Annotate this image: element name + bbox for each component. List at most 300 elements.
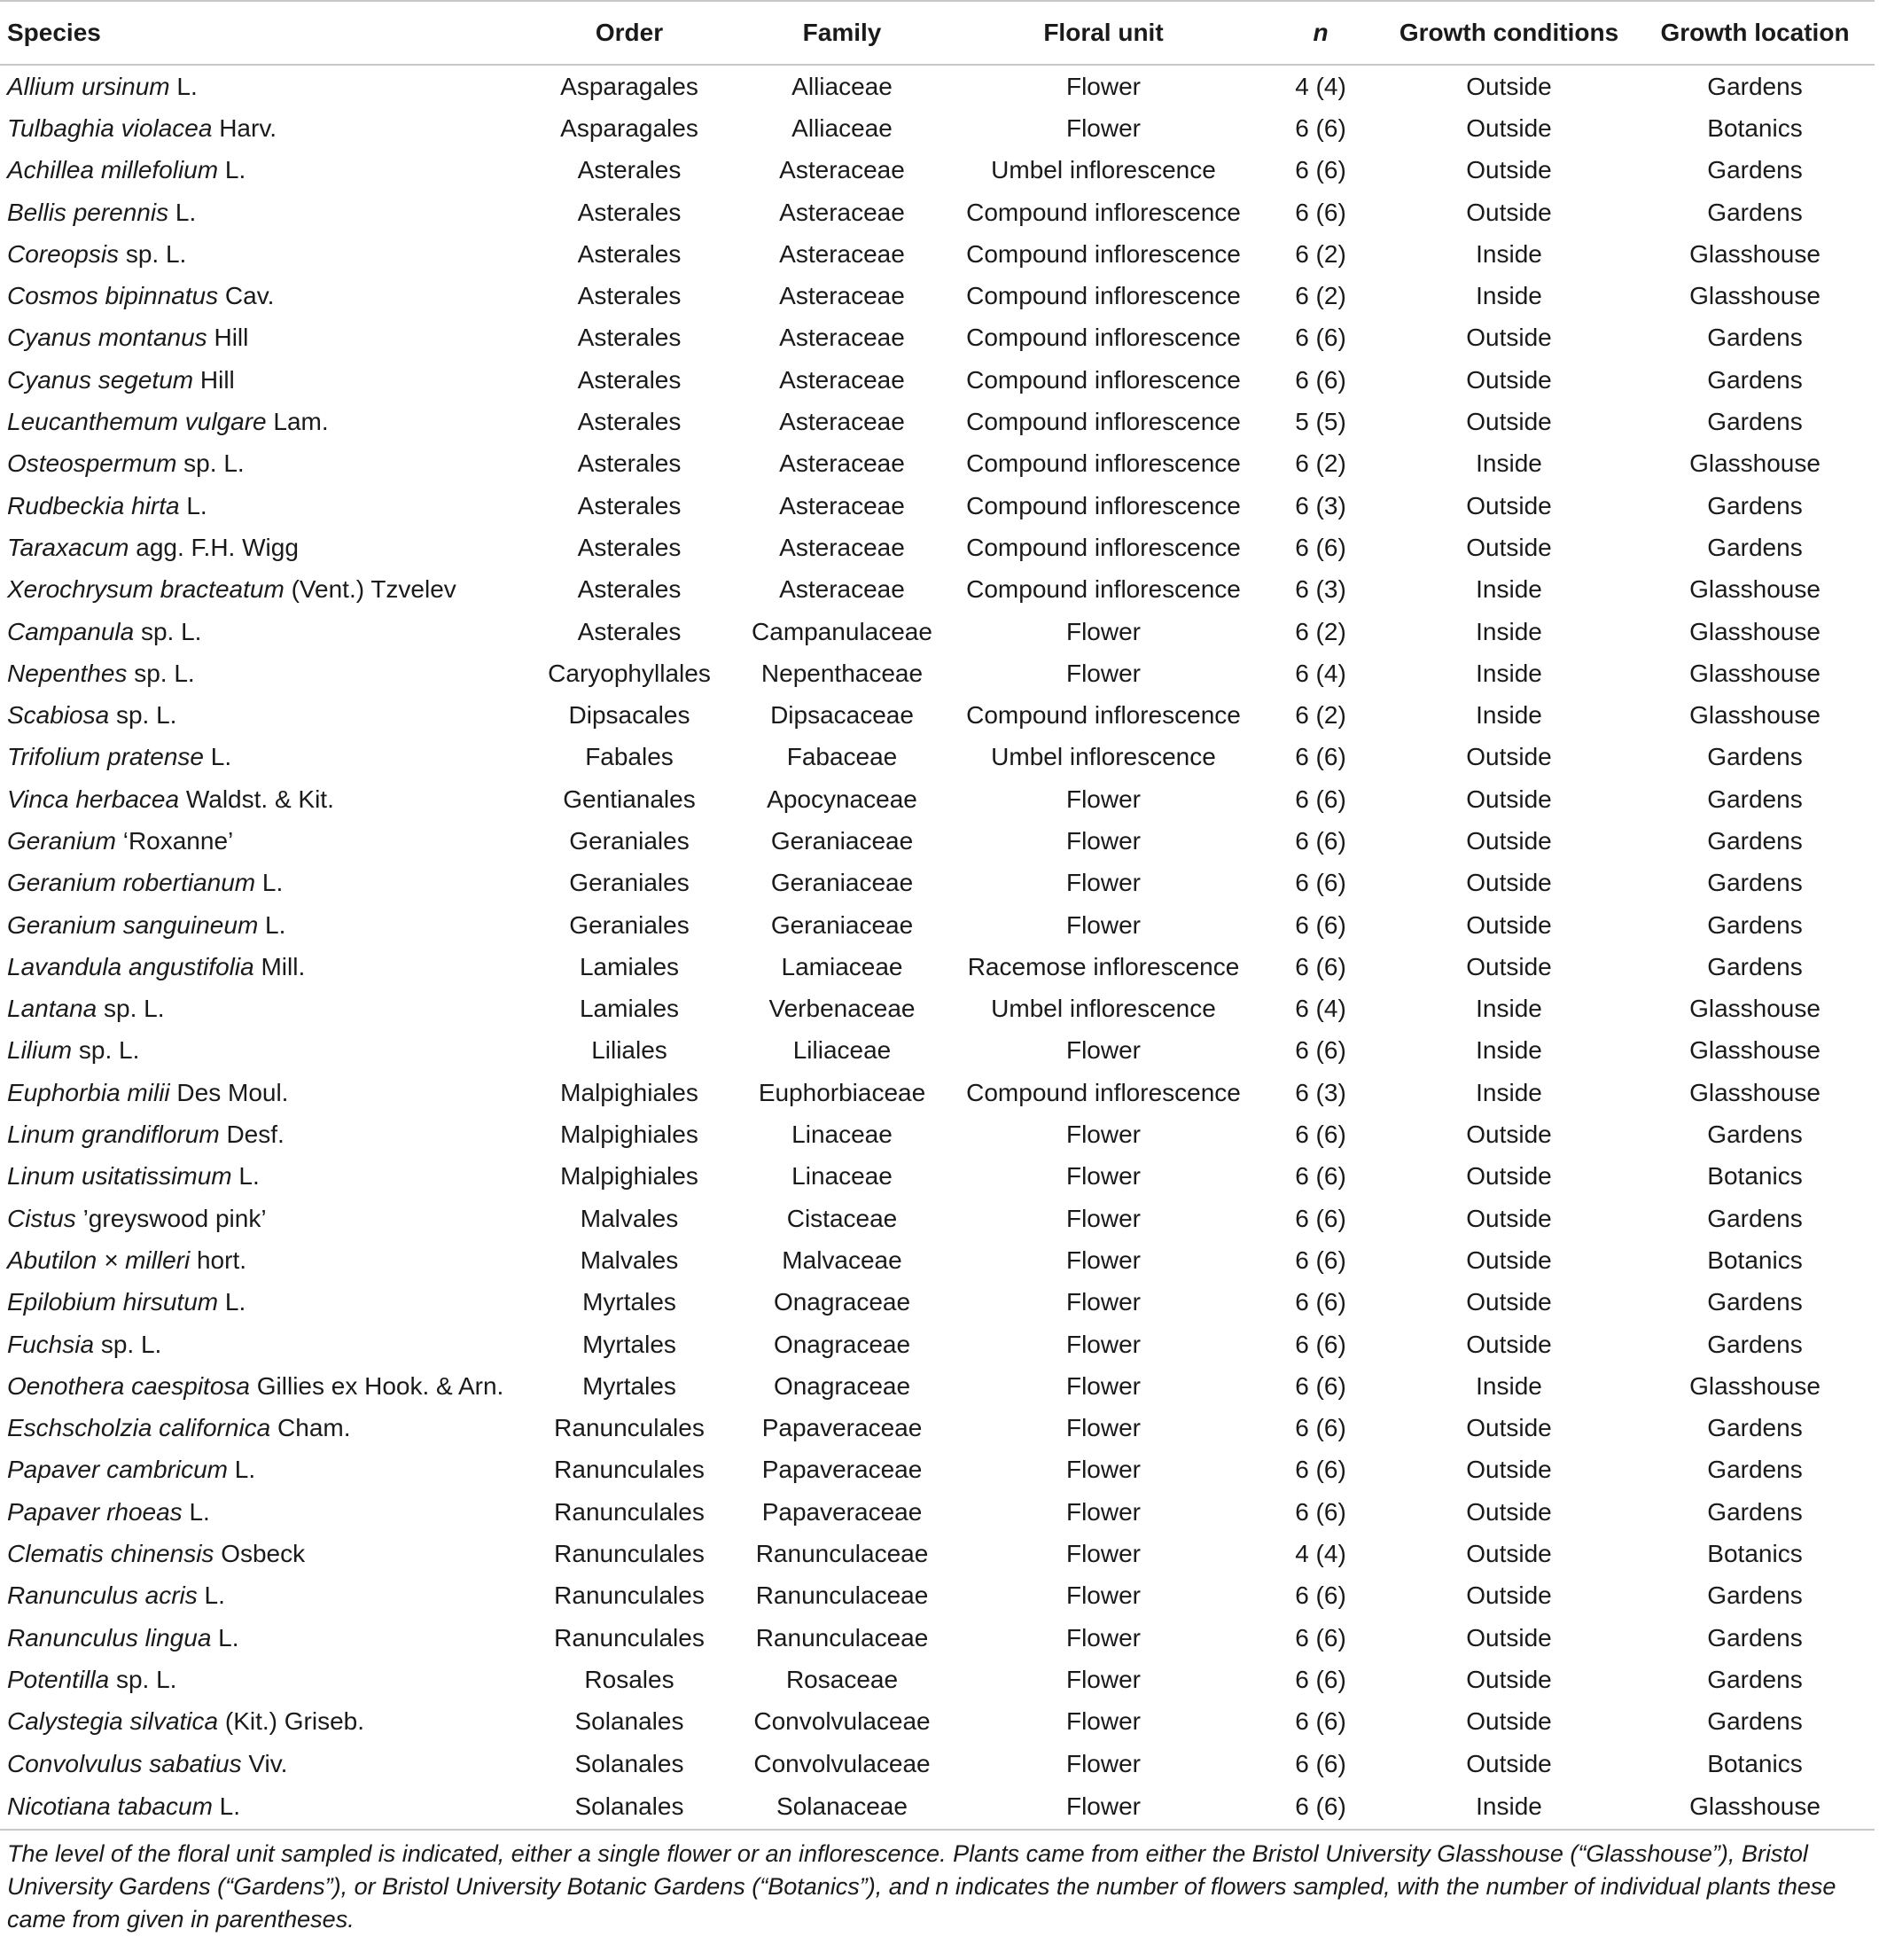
n-cell: 5 (5) <box>1295 408 1346 436</box>
growth-conditions-cell: Outside <box>1466 1330 1552 1358</box>
species-cell <box>0 1575 523 1617</box>
species-name: Cyanus montanus <box>7 324 207 352</box>
species-authority: Hill <box>207 324 249 352</box>
species-cell <box>0 904 523 946</box>
growth-location-cell: Gardens <box>1707 952 1803 980</box>
floral-unit-cell: Compound inflorescence <box>966 491 1241 519</box>
family-cell: Asteraceae <box>779 282 905 310</box>
growth-conditions-cell: Outside <box>1466 1456 1552 1484</box>
order-cell: Malpighiales <box>560 1162 698 1191</box>
species-name: Ranunculus acris <box>7 1581 198 1610</box>
n-cell: 6 (6) <box>1295 1707 1346 1736</box>
species-authority: Viv. <box>241 1749 288 1777</box>
n-cell: 6 (6) <box>1295 1162 1346 1191</box>
floral-unit-cell: Compound inflorescence <box>966 575 1241 604</box>
floral-unit-cell: Compound inflorescence <box>966 449 1241 478</box>
species-cell <box>0 652 523 694</box>
growth-location-cell: Glasshouse <box>1689 1036 1821 1065</box>
species-name: Linum grandiflorum <box>7 1121 220 1149</box>
n-cell: 6 (2) <box>1295 282 1346 310</box>
growth-location-cell: Gardens <box>1707 1581 1803 1610</box>
species-authority: sp. L. <box>109 701 177 730</box>
n-cell: 6 (6) <box>1259 1784 1383 1830</box>
species-authority: agg. F.H. Wigg <box>129 533 299 561</box>
table-row <box>0 1030 1875 1072</box>
species-cell <box>0 1282 523 1324</box>
family-cell: Verbenaceae <box>768 995 916 1023</box>
growth-conditions-cell: Outside <box>1466 1497 1552 1526</box>
n-cell: 6 (6) <box>1295 785 1346 813</box>
species-authority: sp. L. <box>97 995 165 1023</box>
family-cell: Asteraceae <box>779 491 905 519</box>
growth-conditions-cell: Outside <box>1466 1707 1552 1736</box>
order-cell: Solanales <box>574 1707 684 1736</box>
n-cell: 6 (6) <box>1295 533 1346 561</box>
species-authority: Cav. <box>218 282 275 310</box>
n-cell: 6 (6) <box>1295 952 1346 980</box>
species-authority: sp. L. <box>94 1330 162 1358</box>
n-cell: 6 (4) <box>1295 995 1346 1023</box>
growth-conditions-cell: Outside <box>1466 113 1552 142</box>
n-cell: 4 (4) <box>1295 1540 1346 1568</box>
growth-location-cell: Gardens <box>1707 408 1803 436</box>
table-row <box>0 1743 1875 1784</box>
table-row <box>0 401 1875 442</box>
species-name: Allium ursinum <box>7 72 170 100</box>
species-cell <box>0 150 523 191</box>
growth-location-cell: Botanics <box>1707 113 1803 142</box>
growth-conditions-cell: Outside <box>1466 1749 1552 1777</box>
table-row <box>0 904 1875 946</box>
species-cell <box>0 988 523 1030</box>
family-cell: Rosaceae <box>785 1665 899 1693</box>
order-cell: Malpighiales <box>560 1121 698 1149</box>
species-authority: sp. L. <box>127 659 195 687</box>
n-cell: 6 (6) <box>1295 1665 1346 1693</box>
growth-location-cell: Gardens <box>1707 1204 1803 1232</box>
table-row <box>0 443 1875 485</box>
n-cell: 6 (6) <box>1295 1497 1346 1526</box>
family-cell: Cistaceae <box>786 1204 898 1232</box>
order-cell: Caryophyllales <box>548 659 711 687</box>
growth-conditions-cell: Inside <box>1476 282 1542 310</box>
growth-conditions-cell: Outside <box>1466 1540 1552 1568</box>
species-authority: L. <box>169 72 198 100</box>
n-cell: 6 (6) <box>1295 1456 1346 1484</box>
species-authority: L. <box>211 1623 239 1652</box>
table-row <box>0 317 1875 359</box>
floral-unit-cell: Flower <box>1065 113 1141 142</box>
species-authority: L. <box>258 910 286 939</box>
species-name: Oenothera caespitosa <box>7 1371 250 1400</box>
family-cell: Onagraceae <box>773 1371 911 1400</box>
order-cell: Geraniales <box>569 910 690 939</box>
growth-location-cell: Gardens <box>1707 491 1803 519</box>
floral-unit-cell: Flower <box>1065 869 1141 897</box>
family-cell: Apocynaceae <box>767 785 917 813</box>
family-cell: Euphorbiaceae <box>758 1078 926 1106</box>
table-row <box>0 527 1875 568</box>
species-authority: Desf. <box>219 1121 285 1149</box>
growth-conditions-cell: Inside <box>1476 449 1542 478</box>
species-name: Nicotiana tabacum <box>7 1792 213 1821</box>
order-cell: Solanales <box>574 1749 684 1777</box>
table-row <box>0 275 1875 316</box>
growth-conditions-cell: Outside <box>1466 1121 1552 1149</box>
species-cell <box>0 1408 523 1449</box>
floral-unit-cell: Flower <box>1065 1330 1141 1358</box>
species-name: Taraxacum <box>7 533 129 561</box>
growth-conditions-cell: Outside <box>1466 533 1552 561</box>
species-name: Calystegia silvatica <box>7 1707 219 1736</box>
species-name: Coreopsis <box>7 239 120 268</box>
n-cell: 6 (6) <box>1295 1204 1346 1232</box>
family-cell: Asteraceae <box>779 575 905 604</box>
floral-unit-cell: Flower <box>1065 826 1141 855</box>
floral-unit-cell: Flower <box>1065 1707 1141 1736</box>
species-cell <box>0 569 523 611</box>
growth-conditions-cell: Outside <box>1466 785 1552 813</box>
species-cell <box>0 233 523 275</box>
growth-conditions-cell: Inside <box>1476 617 1542 645</box>
growth-location-cell: Gardens <box>1707 1456 1803 1484</box>
family-cell: Convolvulaceae <box>753 1749 931 1777</box>
growth-conditions-cell: Inside <box>1383 1784 1635 1830</box>
growth-location-cell: Gardens <box>1707 1330 1803 1358</box>
species-cell <box>0 1365 523 1407</box>
table-row <box>0 778 1875 820</box>
table-row <box>0 359 1875 401</box>
species-authority: L. <box>231 1162 260 1191</box>
growth-conditions-cell: Outside <box>1466 408 1552 436</box>
family-cell: Ranunculaceae <box>755 1623 929 1652</box>
family-cell: Asteraceae <box>779 198 905 226</box>
family-cell: Fabaceae <box>786 743 898 771</box>
growth-location-cell: Glasshouse <box>1689 659 1821 687</box>
species-cell <box>0 1198 523 1239</box>
table-row <box>0 988 1875 1030</box>
species-authority: Waldst. & Kit. <box>179 785 334 813</box>
species-authority: Mill. <box>253 952 306 980</box>
table-row <box>0 150 1875 191</box>
growth-conditions-cell: Outside <box>1466 1623 1552 1652</box>
family-cell: Asteraceae <box>779 533 905 561</box>
species-authority: sp. L. <box>176 449 245 478</box>
order-cell: Asterales <box>577 449 682 478</box>
growth-location-cell: Gardens <box>1707 785 1803 813</box>
growth-conditions-cell: Inside <box>1476 575 1542 604</box>
species-name: Eschscholzia californica <box>7 1414 271 1442</box>
order-cell: Malvales <box>580 1204 679 1232</box>
species-authority: L. <box>179 491 207 519</box>
family-cell: Onagraceae <box>773 1288 911 1316</box>
species-cell <box>0 1239 523 1281</box>
growth-location-cell: Glasshouse <box>1689 239 1821 268</box>
growth-location-cell: Gardens <box>1707 1121 1803 1149</box>
order-cell: Myrtales <box>582 1288 676 1316</box>
species-cell <box>0 191 523 233</box>
species-name: Osteospermum <box>7 449 177 478</box>
species-cell <box>0 65 523 107</box>
floral-unit-cell: Flower <box>948 1784 1259 1830</box>
species-cell <box>0 401 523 442</box>
growth-location-cell: Glasshouse <box>1689 995 1821 1023</box>
growth-conditions-cell: Inside <box>1476 1078 1542 1106</box>
growth-conditions-cell: Outside <box>1466 1414 1552 1442</box>
header-order: Order <box>523 1 736 65</box>
family-cell: Convolvulaceae <box>753 1707 931 1736</box>
header-n: n <box>1259 1 1383 65</box>
family-cell: Papaveraceae <box>761 1497 923 1526</box>
order-cell: Fabales <box>585 743 674 771</box>
family-cell: Nepenthaceae <box>760 659 924 687</box>
species-authority: Lam. <box>266 408 329 436</box>
table-row <box>0 1072 1875 1113</box>
floral-unit-cell: Flower <box>1065 1414 1141 1442</box>
species-authority: L. <box>227 1456 256 1484</box>
order-cell: Ranunculales <box>554 1414 705 1442</box>
species-cell <box>0 1072 523 1113</box>
species-authority: L. <box>197 1581 225 1610</box>
header-family: Family <box>736 1 948 65</box>
floral-unit-cell: Compound inflorescence <box>966 198 1241 226</box>
floral-unit-cell: Compound inflorescence <box>966 701 1241 730</box>
order-cell: Ranunculales <box>554 1623 705 1652</box>
species-authority: Hill <box>193 365 235 394</box>
order-cell: Geraniales <box>569 826 690 855</box>
growth-location-cell: Gardens <box>1707 1665 1803 1693</box>
growth-location-cell: Gardens <box>1707 533 1803 561</box>
table-row <box>0 1617 1875 1659</box>
species-authority: hort. <box>190 1245 247 1274</box>
table-row <box>0 1365 1875 1407</box>
species-cell <box>0 1659 523 1700</box>
family-cell: Campanulaceae <box>752 617 932 645</box>
growth-conditions-cell: Outside <box>1466 910 1552 939</box>
species-cell <box>0 1113 523 1155</box>
order-cell: Asterales <box>577 365 682 394</box>
growth-location-cell: Botanics <box>1707 1162 1803 1191</box>
species-name: Trifolium pratense <box>7 743 205 771</box>
species-authority: Cham. <box>270 1414 351 1442</box>
growth-conditions-cell: Outside <box>1466 365 1552 394</box>
table-row <box>0 1198 1875 1239</box>
growth-conditions-cell: Outside <box>1466 743 1552 771</box>
n-cell: 6 (2) <box>1295 617 1346 645</box>
order-cell: Lamiales <box>579 995 680 1023</box>
floral-unit-cell: Flower <box>1065 910 1141 939</box>
n-cell: 6 (2) <box>1295 701 1346 730</box>
n-cell: 6 (6) <box>1295 910 1346 939</box>
species-name: Geranium robertianum <box>7 869 256 897</box>
order-cell: Myrtales <box>582 1330 676 1358</box>
species-cell <box>0 485 523 527</box>
species-name: Cosmos bipinnatus <box>7 282 219 310</box>
table-row <box>0 611 1875 652</box>
species-cell <box>0 946 523 988</box>
table-caption: The level of the floral unit sampled is indicated, either a single flower or an inflorescence. Plants came from either the Bristol University Glasshouse (“Glasshouse”), Bristol University Gardens (“Gardens”), or Bristol University Botanic Gardens (“Botanics”), and n indicates the number of flowers sampled, with the number of individual plants these came from given in parentheses. <box>7 1840 1836 1933</box>
growth-location-cell: Glasshouse <box>1689 617 1821 645</box>
species-name: Lavandula angustifolia <box>7 952 254 980</box>
table-row <box>0 107 1875 149</box>
family-cell: Malvaceae <box>782 1245 902 1274</box>
growth-conditions-cell: Inside <box>1476 995 1542 1023</box>
order-cell: Asterales <box>577 324 682 352</box>
species-authority: ‘Roxanne’ <box>115 826 234 855</box>
floral-unit-cell: Flower <box>1065 1497 1141 1526</box>
family-cell: Geraniaceae <box>770 910 914 939</box>
growth-location-cell: Gardens <box>1707 743 1803 771</box>
floral-unit-cell: Flower <box>1065 1121 1141 1149</box>
species-authority: Gillies ex Hook. & Arn. <box>249 1371 504 1400</box>
growth-conditions-cell: Inside <box>1476 1371 1542 1400</box>
order-cell: Asterales <box>577 408 682 436</box>
species-name: Nepenthes <box>7 659 128 687</box>
growth-location-cell: Gardens <box>1707 1707 1803 1736</box>
species-name: Rudbeckia hirta <box>7 491 180 519</box>
order-cell: Ranunculales <box>554 1581 705 1610</box>
growth-location-cell: Gardens <box>1707 324 1803 352</box>
table-row <box>0 65 1875 107</box>
floral-unit-cell: Flower <box>1065 1162 1141 1191</box>
species-name: Bellis perennis <box>7 198 169 226</box>
species-cell <box>0 1701 523 1743</box>
order-cell: Asterales <box>577 575 682 604</box>
floral-unit-cell: Compound inflorescence <box>966 239 1241 268</box>
species-cell <box>0 107 523 149</box>
order-cell: Myrtales <box>582 1371 676 1400</box>
floral-unit-cell: Flower <box>1065 1288 1141 1316</box>
growth-conditions-cell: Outside <box>1466 156 1552 184</box>
floral-unit-cell: Compound inflorescence <box>966 282 1241 310</box>
species-cell <box>0 443 523 485</box>
family-cell: Asteraceae <box>779 324 905 352</box>
species-cell <box>0 737 523 778</box>
species-cell <box>0 359 523 401</box>
species-authority: ’greyswood pink’ <box>75 1204 267 1232</box>
table-row <box>0 652 1875 694</box>
order-cell: Asterales <box>577 239 682 268</box>
n-cell: 6 (3) <box>1295 575 1346 604</box>
table-row <box>0 191 1875 233</box>
species-cell <box>0 1156 523 1198</box>
growth-conditions-cell: Outside <box>1466 1162 1552 1191</box>
family-cell: Alliaceae <box>791 72 893 100</box>
species-authority: Osbeck <box>214 1540 306 1568</box>
n-cell: 6 (6) <box>1295 1330 1346 1358</box>
species-name: Papaver rhoeas <box>7 1497 183 1526</box>
growth-location-cell: Gardens <box>1707 826 1803 855</box>
species-name: Clematis chinensis <box>7 1540 214 1568</box>
growth-conditions-cell: Outside <box>1466 952 1552 980</box>
family-cell: Liliaceae <box>792 1036 892 1065</box>
floral-unit-cell: Compound inflorescence <box>966 1078 1241 1106</box>
growth-conditions-cell: Outside <box>1466 491 1552 519</box>
order-cell: Asterales <box>577 617 682 645</box>
n-cell: 6 (6) <box>1295 743 1346 771</box>
floral-unit-cell: Umbel inflorescence <box>991 995 1216 1023</box>
floral-unit-cell: Flower <box>1065 1371 1141 1400</box>
family-cell: Papaveraceae <box>761 1456 923 1484</box>
family-cell: Asteraceae <box>779 365 905 394</box>
growth-location-cell: Glasshouse <box>1689 449 1821 478</box>
n-cell: 6 (3) <box>1295 491 1346 519</box>
table-row <box>0 946 1875 988</box>
growth-location-cell: Glasshouse <box>1689 701 1821 730</box>
growth-location-cell: Botanics <box>1707 1749 1803 1777</box>
species-name: Lantana <box>7 995 97 1023</box>
table-row <box>0 1575 1875 1617</box>
growth-location-cell: Gardens <box>1707 198 1803 226</box>
growth-location-cell: Gardens <box>1707 1414 1803 1442</box>
growth-conditions-cell: Inside <box>1476 239 1542 268</box>
growth-location-cell: Glasshouse <box>1689 575 1821 604</box>
species-authority: L. <box>182 1497 210 1526</box>
n-cell: 6 (4) <box>1295 659 1346 687</box>
family-cell: Alliaceae <box>791 113 893 142</box>
species-authority: (Vent.) Tzvelev <box>284 575 456 604</box>
family-cell: Asteraceae <box>779 156 905 184</box>
order-cell: Asterales <box>577 156 682 184</box>
n-cell: 6 (6) <box>1295 1623 1346 1652</box>
species-name: Convolvulus sabatius <box>7 1749 242 1777</box>
species-name: Tulbaghia violacea <box>7 113 213 142</box>
species-authority: Des Moul. <box>169 1078 289 1106</box>
table-row <box>0 694 1875 736</box>
species-name: Leucanthemum vulgare <box>7 408 267 436</box>
n-cell: 6 (6) <box>1295 1245 1346 1274</box>
n-cell: 6 (6) <box>1295 1749 1346 1777</box>
species-cell <box>0 1533 523 1574</box>
species-cell <box>0 611 523 652</box>
growth-location-cell: Glasshouse <box>1689 282 1821 310</box>
n-cell: 4 (4) <box>1295 72 1346 100</box>
growth-location-cell: Gardens <box>1707 365 1803 394</box>
order-cell: Asterales <box>577 198 682 226</box>
species-authority: L. <box>218 1288 246 1316</box>
n-cell: 6 (6) <box>1295 1414 1346 1442</box>
growth-conditions-cell: Outside <box>1466 198 1552 226</box>
species-name: Potentilla <box>7 1665 110 1693</box>
species-cell <box>0 275 523 316</box>
table-row <box>0 233 1875 275</box>
growth-location-cell: Gardens <box>1707 910 1803 939</box>
growth-conditions-cell: Outside <box>1466 72 1552 100</box>
species-name: Cistus <box>7 1204 76 1232</box>
family-cell: Onagraceae <box>773 1330 911 1358</box>
table-row <box>0 1449 1875 1491</box>
species-name: Linum usitatissimum <box>7 1162 232 1191</box>
header-species: Species <box>0 1 523 65</box>
species-name: Scabiosa <box>7 701 110 730</box>
family-cell: Lamiaceae <box>781 952 903 980</box>
family-cell: Geraniaceae <box>770 869 914 897</box>
order-cell: Ranunculales <box>554 1456 705 1484</box>
table-body <box>0 65 1875 1830</box>
species-authority: L. <box>212 1792 241 1821</box>
species-cell <box>0 1784 523 1830</box>
species-authority: L. <box>255 869 284 897</box>
floral-unit-cell: Flower <box>1065 659 1141 687</box>
table-row <box>0 1324 1875 1365</box>
table-row <box>0 863 1875 904</box>
order-cell: Solanales <box>523 1784 736 1830</box>
family-cell: Asteraceae <box>779 449 905 478</box>
species-name: Vinca herbacea <box>7 785 180 813</box>
floral-unit-cell: Umbel inflorescence <box>991 156 1216 184</box>
family-cell: Dipsacaceae <box>770 701 914 730</box>
floral-unit-cell: Compound inflorescence <box>966 324 1241 352</box>
